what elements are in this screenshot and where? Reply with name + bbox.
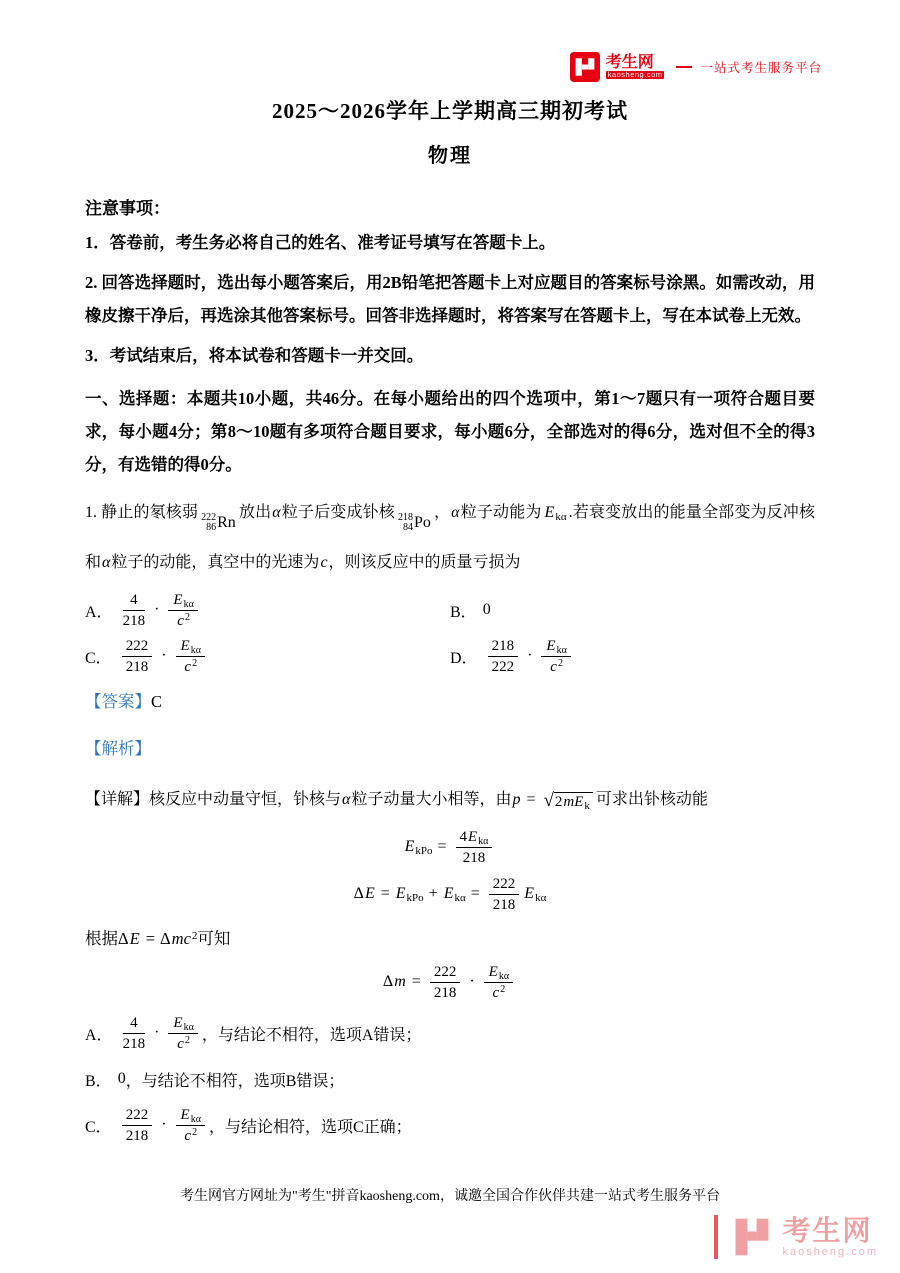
fraction-Eka-c2 [168,1014,197,1053]
logo-text-block [606,55,665,80]
subscript-ka: kα [183,1021,194,1033]
kaosheng-logo-icon [570,52,600,82]
alpha-symbol: α [451,504,460,521]
superscript-2: 2 [184,1034,190,1046]
analysis-label: 【解析】 [85,738,151,758]
conclusion-c [85,1102,815,1148]
nuclide-po [398,503,431,543]
atomic-number: 84 [402,522,413,533]
numerator: 222 [122,1106,153,1126]
denominator [176,1126,205,1145]
subscript-ka: kα [183,598,194,610]
denominator: 218 [492,897,516,913]
footer-note: 考生网官方网址为"考生"拼音kaosheng.com，诚邀全国合作伙伴共建一站式考生服务平台 [180,1189,720,1204]
fraction-222-218 [122,637,153,676]
option-a-label: A． [85,603,113,621]
mE-vars: mE [563,793,584,810]
detail-text-run: 粒子动量大小相等，由 [351,791,512,808]
numerator [168,591,197,611]
delta-symbol: Δ [382,973,394,991]
option-b-value: 0 [482,601,491,618]
watermark-text-block [782,1216,878,1259]
fraction-222-218 [122,1106,153,1145]
detail-line [85,780,815,820]
alpha-symbol: α [102,554,111,571]
formula-EkPo [85,828,815,867]
fraction-Eka-c2 [176,637,205,676]
p-symbol: p [512,791,521,808]
question-text-run: 粒子动能为 [460,504,542,521]
dot-operator: · [161,1116,167,1133]
option-c-label: C． [85,649,112,667]
denominator: 218 [462,850,486,866]
detail-text-run: 根据 [85,929,118,948]
numerator [456,828,493,848]
denominator [541,657,570,676]
delta-symbol: Δ [353,885,364,903]
option-d-label: D． [450,649,478,667]
superscript-2: 2 [192,657,198,669]
radicand [554,792,593,810]
numerator [484,963,513,983]
section-1-heading: 一、选择题：本题共10小题，共46分。在每小题给出的四个选项中，第1～7题只有一项符合题目要求，每小题4分；第8～10题有多项符合题目要求，每小题6分，全部选对的得6分，选对但不全的得3分，有选错的得0分。 [85,389,816,474]
option-b [450,587,815,633]
E-var: E [173,1014,183,1031]
c-symbol: c [320,554,328,571]
sqrt-expression [543,791,592,810]
c-var: c [177,612,184,629]
subscript-ka: kα [190,1113,201,1125]
subscript-kPo: kPo [406,892,424,905]
dot-operator: · [161,647,167,664]
denominator: 218 [125,1127,149,1144]
coefficient-4: 4 [459,829,467,845]
question-text-run: 1. 静止的氡核弱 [85,504,199,521]
denominator: 218 [122,612,146,629]
numerator: 4 [123,591,146,611]
c-var: c [177,1035,184,1052]
formula-deltaE [85,875,815,914]
kaosheng-header-logo [570,52,822,82]
fraction-Eka-c2 [541,637,570,676]
equals-sign: = [437,838,447,856]
detail-text-run: 可求出钋核动能 [595,791,708,808]
subscript-ka: kα [454,892,466,905]
superscript-2: 2 [191,930,198,942]
subscript-k: k [584,799,590,812]
watermark-h-mark [730,1215,774,1259]
conclusion-a-text: ，与结论不相符，选项A错误； [201,1026,422,1044]
E-var: E [443,885,454,903]
dot-operator: · [154,601,160,618]
subscript-ka: kα [556,644,567,656]
denominator: 218 [122,1035,146,1052]
notice-item-3: 3．考试结束后，将本试卷和答题卡一并交回。 [85,346,424,365]
notice-heading: 注意事项： [85,199,170,218]
notice-item-2: 2. 回答选择题时，选出每小题答案后，用2B铅笔把答题卡上对应题目的答案标号涂黑。如需改动，用橡皮擦干净后，再选涂其他答案标号。回答非选择题时，将答案写在答题卡上，写在本试卷上无效。 [85,273,815,325]
numerator [541,637,570,657]
numerator: 4 [123,1014,146,1034]
nuclide-rn [201,503,236,543]
denominator: 218 [125,658,149,675]
alpha-symbol: α [342,791,351,808]
fraction-Eka-c2 [176,1106,205,1145]
E-var: E [180,1106,190,1123]
question-text-run: ， [433,504,451,521]
numerator: 218 [488,637,519,657]
dot-operator: · [527,647,533,664]
fraction-4-218 [123,1014,146,1053]
denominator [168,611,197,630]
conclusion-b-value: 0 [117,1070,126,1087]
fraction-222-218 [489,875,520,914]
c-var: c [550,658,557,675]
equals-sign: = [145,929,156,948]
nuclide-rn-scripts [201,513,216,533]
E-ka-symbol [544,504,567,521]
watermark-domain: kaosheng.com [782,1245,878,1258]
coefficient-2: 2 [554,793,563,810]
superscript-2: 2 [192,1126,198,1138]
superscript-2: 2 [500,984,506,995]
c-var: c [492,985,500,1001]
logo-domain: kaosheng.com [607,70,663,80]
E-var: E [544,504,555,521]
equals-sign: = [526,791,536,808]
mass-number: 222 [201,512,217,523]
superscript-2: 2 [557,657,563,669]
question-1-options [85,587,815,679]
E-var: E [129,929,140,948]
E-var: E [395,885,406,903]
mc-vars: mc [171,929,191,948]
E-var: E [488,964,498,980]
denominator [484,983,513,1002]
conclusion-a [85,1010,815,1056]
equals-sign: = [380,885,390,903]
numerator: 222 [430,963,461,983]
logo-tagline: 一站式考生服务平台 [700,61,822,75]
atomic-number: 86 [206,522,217,533]
nuclide-po-scripts [398,513,413,533]
fraction-222-218 [430,963,461,1002]
question-1 [85,493,815,583]
numerator [168,1014,197,1034]
E-var: E [180,637,190,654]
radical-sign: √ [543,789,554,811]
subscript-ka: kα [535,892,547,905]
logo-dash-separator [676,66,692,68]
detail-text-run: 核反应中动量守恒，钋核与 [149,791,342,808]
question-text-run: 粒子的动能，真空中的光速为 [111,554,320,571]
fraction-Eka-c2 [168,591,197,630]
subject-title: 物理 [428,145,472,167]
plus-sign: + [428,885,438,903]
fraction-218-222 [488,637,519,676]
E-var: E [468,829,478,845]
question-text-run: 放出 [238,504,272,521]
kaosheng-watermark [714,1215,878,1259]
superscript-2: 2 [184,611,190,623]
element-symbol: Po [413,514,431,531]
denominator: 218 [433,985,457,1001]
watermark-brand: 考生网 [782,1214,873,1246]
subscript-ka: kα [190,644,201,656]
E-var: E [404,838,415,856]
option-b-label: B． [450,603,477,621]
conclusion-b-label: B． [85,1072,112,1090]
conclusion-a-label: A． [85,1026,113,1044]
subscript-ka: kα [498,971,510,982]
conclusion-c-label: C． [85,1118,112,1136]
element-symbol: Rn [217,514,236,531]
m-var: m [394,973,406,991]
numerator [176,637,205,657]
deduction-line [85,922,815,955]
fraction-4Eka-218 [456,828,493,867]
detail-label: 【详解】 [85,791,150,808]
denominator [168,1034,197,1053]
denominator [176,657,205,676]
numerator [176,1106,205,1126]
analysis-line [85,734,815,764]
denominator: 222 [491,658,515,675]
subscript-ka: kα [478,836,489,847]
E-var: E [546,637,556,654]
numerator: 222 [489,875,520,895]
c-var: c [184,1127,192,1144]
formula-deltam [85,963,815,1002]
fraction-4-218 [123,591,146,630]
numerator: 222 [122,637,153,657]
equals-sign: = [470,885,480,903]
delta-symbol: Δ [118,929,129,948]
subscript-ka: kα [555,511,567,523]
logo-brand: 考生网 [605,53,654,71]
equals-sign: = [411,973,421,991]
conclusion-c-text: ，与结论相符，选项C正确； [208,1118,412,1136]
dot-operator: · [469,973,475,991]
E-var: E [364,885,375,903]
conclusion-b [85,1056,815,1102]
delta-symbol: Δ [160,929,171,948]
answer-label: 【答案】 [85,692,151,711]
fraction-Eka-c2 [484,963,513,1002]
answer-value: C [151,692,163,711]
answer-line [85,687,815,717]
question-text-run: .若衰变放出的能量全部变为反冲核和 [85,504,815,571]
alpha-symbol: α [272,504,281,521]
notice-item-1: 1．答卷前，考生务必将自己的姓名、准考证号填写在答题卡上。 [85,233,556,252]
logo-h-mark [570,52,600,82]
subscript-kPo: kPo [415,845,433,858]
option-a [85,587,450,633]
option-c [85,633,450,679]
question-text-run: ，则该反应中的质量亏损为 [328,554,521,571]
detail-text-run: 可知 [197,929,231,948]
mass-number: 218 [397,512,413,523]
watermark-h-icon [730,1215,774,1259]
question-text-run: 粒子后变成钋核 [281,504,395,521]
E-var: E [173,591,183,608]
c-var: c [184,658,192,675]
dot-operator: · [154,1024,160,1041]
page-title: 2025～2026学年上学期高三期初考试 [272,99,628,123]
E-var: E [524,885,535,903]
conclusion-b-text: ，与结论不相符，选项B错误； [125,1072,345,1090]
option-d [450,633,815,679]
